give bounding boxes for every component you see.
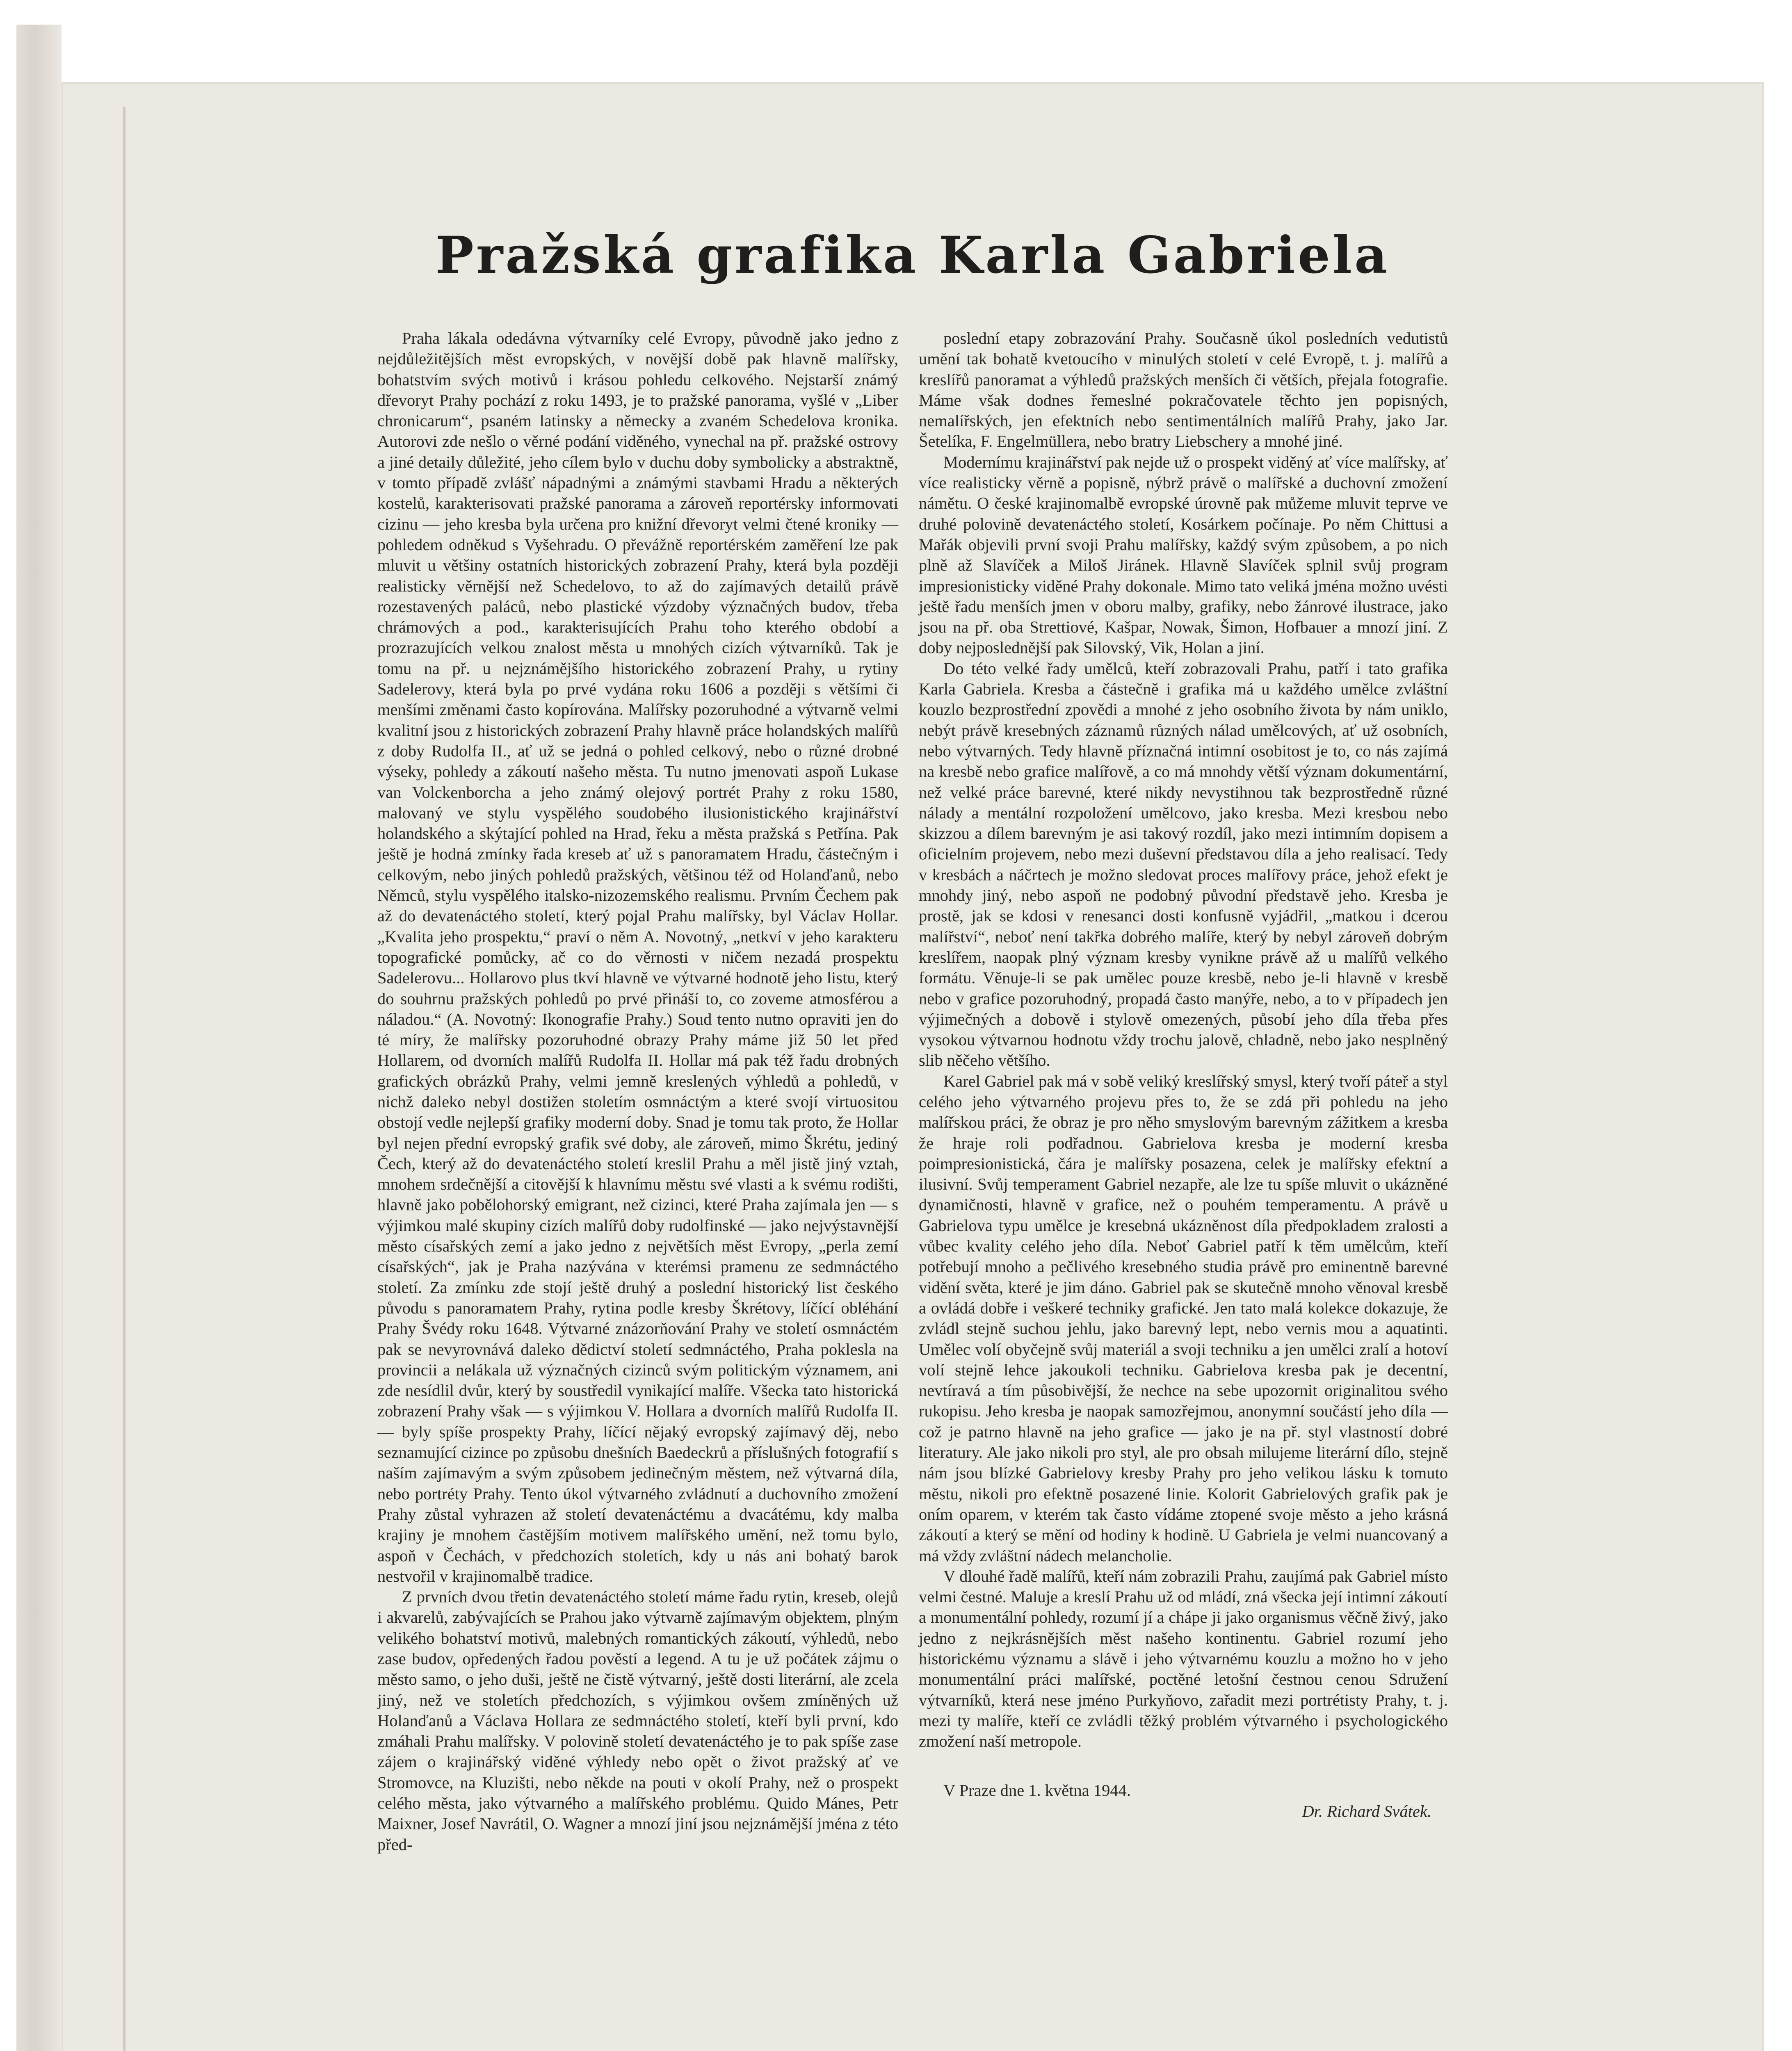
paragraph: Modernímu krajinářství pak nejde už o prospekt viděný ať více malířsky, ať více realisticky věrně a popisně, nýbrž právě o malířské a duchovní zmožení námětu. O české krajinomalbě evropské úrovně pak můžeme mluvit teprve ve druhé polovině devatenáctého století, Kosárkem počínaje. Po něm Chittusi a Mařák objevili první svoji Prahu malířsky, každý svým způsobem, a po nich plně až Slavíček a Miloš Jiránek. Hlavně Slavíček splnil svůj program impresionisticky viděné Prahy dokonale. Mimo tato veliká jména možno uvésti ještě řadu menších jmen v oboru malby, grafiky, nebo žánrové ilustrace, jako jsou na př. oba Strettiové, Kašpar, Nowak, Šimon, Hofbauer a mnozí jiní. Z doby nejposlednější pak Silovský, Vik, Holan a jiní. xyxy=(919,452,1448,657)
paragraph: Z prvních dvou třetin devatenáctého století máme řadu rytin, kreseb, olejů i akvarelů, zabývajících se Prahou jako výtvarně zajímavým objektem, plným velikého bohatství motivů, malebných romantických zákoutí, výhledů, nebo zase budov, opředených řadou pověstí a legend. A tu je už počátek zájmu o město samo, o jeho duši, ještě ne čistě výtvarný, ještě dosti literární, ale zcela jiný, než ve stoletích předchozích, s výjimkou ovšem zmíněných už Holanďanů a Václava Hollara ze sedmnáctého století, kteří byli první, kdo zmáhali Prahu malířsky. V polovině století devatenáctého je to pak spíše zase zájem o krajinářský viděné výhledy nebo opět o život pražský ať ve Stromovce, na Kluzišti, nebo někde na pouti v okolí Prahy, než o prospekt celého města, jako výtvarného a malířského problému. Quido Mánes, Petr Maixner, Josef Navrátil, O. Wagner a mnozí jiní jsou nejznámější jména z této před- xyxy=(377,1587,898,1854)
paragraph: V dlouhé řadě malířů, kteří nám zobrazili Prahu, zaujímá pak Gabriel místo velmi čestné. Maluje a kreslí Prahu už od mládí, zná všecka její intimní zákoutí a monumentální pohledy, rozumí jí a chápe ji jako organismus věčně živý, jako jedno z nejkrásnějších měst našeho kontinentu. Gabriel rozumí jeho historickému významu a slávě i jeho výtvarnému kouzlu a možno ho v jeho monumentální práci malířské, poctěné letošní čestnou cenou Sdružení výtvarníků, která nese jméno Purkyňovo, zařadit mezi portrétisty Prahy, t. j. mezi ty malíře, kteří ce zvládli těžký problém výtvarného i psychologického zmožení naší metropole. xyxy=(919,1567,1448,1751)
article-title: Pražská grafika Karla Gabriela xyxy=(435,226,1390,285)
paragraph: Praha lákala odedávna výtvarníky celé Evropy, původně jako jedno z nejdůležitějších měst evropských, v novější době pak hlavně malířsky, bohatstvím svých motivů i krásou pohledu celkového. Nejstarší známý dřevoryt Prahy pochází z roku 1493, je to pražské panorama, vyšlé v „Liber chronicarum“, psaném latinsky a německy a zvaném Schedelova kronika. Autorovi zde nešlo o věrné podání viděného, vynechal na př. pražské ostrovy a jiné detaily důležité, jeho cílem bylo v duchu doby symbolicky a abstraktně, v tomto případě zvlášť nápadnými a známými stavbami Hradu a některých kostelů, karakterisovati pražské panorama a zároveň reportérsky informovati cizinu — jeho kresba byla určena pro knižní dřevoryt velmi čtené kroniky — pohledem odněkud s Vyšehradu. O převážně reportérském zaměření lze pak mluvit u většiny ostatních historických zobrazení Prahy, která byla později realisticky věrnější než Schedelovo, to až do zajímavých detailů právě rozestavených paláců, nebo plastické výzdoby význačných budov, třeba chrámových a pod., karakterisujících Prahu toho kterého období a prozrazujících velkou znalost města u mnohých cizích výtvarníků. Tak je tomu na př. u nejznámějšího historického zobrazení Prahy, u rytiny Sadelerovy, která byla po prvé vydána roku 1606 a později s většími či menšími změnami často kopírována. Malířsky pozoruhodné a výtvarně velmi kvalitní jsou z historických zobrazení Prahy hlavně práce holandských malířů z doby Rudolfa II., ať už se jedná o pohled celkový, nebo o různé drobné výseky, pohledy a zákoutí našeho města. Tu nutno jmenovati aspoň Lukase van Volckenborcha a jeho známý olejový portrét Prahy z roku 1580, malovaný ve stylu vyspělého soudobého ilusionistického krajinářství holandského a skýtající pohled na Hrad, řeku a města pražská s Petřína. Pak ještě je hodná zmínky řada kreseb ať už s panoramatem Hradu, částečným i celkovým, nebo jiných pohledů pražských, většinou též od Holanďanů, nebo Němců, stylu vyspělého italsko-nizozemského realismu. Prvním Čechem pak až do devatenáctého století, který pojal Prahu malířsky, byl Václav Hollar. „Kvalita jeho prospektu,“ praví o něm A. Novotný, „netkví v jeho karakteru topografické pomůcky, ač co do věrnosti v ničem nezadá prospektu Sadelerovu... Hollarovo plus tkví hlavně ve výtvarné hodnotě jeho listu, který do souhrnu pražských pohledů po prvé přináší to, co zoveme atmosférou a náladou.“ (A. Novotný: Ikonografie Prahy.) Soud tento nutno opraviti jen do té míry, že malířsky pozoruhodné obrazy Prahy máme již 50 let před Hollarem, od dvorních malířů Rudolfa II. Hollar má pak též řadu drobných grafických obrázků Prahy, velmi jemně kreslených výhledů a pohledů, v nichž daleko nebyl dostižen stoletím osmnáctým a které svojí virtuositou obstojí vedle nejlepší grafiky moderní doby. Snad je tomu tak proto, že Hollar byl nejen přední evropský grafik své doby, ale zároveň, mimo Škrétu, jediný Čech, který až do devatenáctého století kreslil Prahu a měl jistě jiný vztah, mnohem srdečnější a citovější k hlavnímu městu své vlasti a k svému rodišti, hlavně jako pobělohorský emigrant, než cizinci, které Praha zajímala jen — s výjimkou malé skupiny cizích malířů doby rudolfinské — jako nejvýstavnější město císařských zemí a jako jedno z největších měst Evropy, „perla zemí císařských“, jak je Praha nazývána v kterémsi pramenu ze sedmnáctého století. Za zmínku zde stojí ještě druhý a poslední historický list českého původu s panoramatem Prahy, rytina podle kresby Škrétovy, líčící obléhání Prahy Švédy roku 1648. Výtvarné znázorňování Prahy ve století osmnáctém pak se nevyrovnává daleko dědictví století sedmnáctého, Praha poklesla na provincii a nelákala už význačných cizinců svým politickým významem, ani zde nesídlil dvůr, který by soustředil vynikající malíře. Všecka tato historická zobrazení Prahy však — s výjimkou V. Hollara a dvorních malířů Rudolfa II. — byly spíše prospekty Prahy, líčící nějaký evropský zajímavý děj, nebo seznamující cizince po způsobu dnešních Baedeckrů a příslušných fotografií s naším zajímavým a svým způsobem jedinečným městem, než výtvarná díla, nebo portréty Prahy. Tento úkol výtvarného zvládnutí a duchovního zmožení Prahy zůstal vyhrazen až století devatenáctému a dvacátému, kdy malba krajiny je mnohem častějším motivem malířského umění, než tomu bylo, aspoň v Čechách, v předchozích stoletích, kdy u nás ani bohatý barok nestvořil v krajinomalbě tradice. xyxy=(377,329,898,1585)
left-column xyxy=(377,328,898,1855)
paragraph: poslední etapy zobrazování Prahy. Současně úkol posledních vedutistů umění tak bohatě kvetoucího v minulých století v celé Evropě, t. j. malířů a kreslířů panoramat a výhledů pražských menších či větších, přejala fotografie. Máme však dodnes řemeslné pokračovatele těchto jen popisných, nemalířských, jen efektních nebo sentimentálních malířů Prahy, jako Jar. Šetelíka, F. Engelmüllera, nebo bratry Liebschery a mnohé jiné. xyxy=(919,329,1448,451)
paragraph: Do této velké řady umělců, kteří zobrazovali Prahu, patří i tato grafika Karla Gabriela. Kresba a částečně i grafika má u každého umělce zvláštní kouzlo bezprostřední zpovědi a mnohé z jeho osobního života by nám uniklo, nebýt právě kresebných záznamů různých nálad umělcových, ať už osobních, nebo výtvarných. Tedy hlavně příznačná intimní osobitost je to, co nás zajímá na kresbě nebo grafice malířově, a co má mnohdy větší význam dokumentární, než velké práce barevné, které nikdy nevystihnou tak bezprostředně různé nálady a mentální rozpoložení umělcovo, jako kresba. Mezi kresbou nebo skizzou a dílem barevným je asi takový rozdíl, jako mezi intimním dopisem a oficielním projevem, nebo mezi duševní představou díla a jeho realisací. Tedy v kresbách a náčrtech je možno sledovat proces malířovy práce, jehož efekt je mnohdy jiný, nebo aspoň ne podobný původní představě jeho. Kresba je prostě, jak se kdosi v renesanci dosti konfusně vyjádřil, „matkou i dcerou malířství“, neboť není takřka dobrého malíře, který by nebyl zároveň dobrým kreslířem, naopak plný význam kresby vynikne právě až u malířů velkého formátu. Věnuje-li se pak umělec pouze kresbě, nebo je-li hlavně v kresbě nebo v grafice pozoruhodný, propadá často manýře, nebo, a to v případech jen výjimečných a dobově i stylově omezených, působí jeho díla třeba přes vysokou výtvarnou hodnotu vždy trochu jalově, chladně, nebo jako nesplněný slib něčeho většího. xyxy=(919,659,1448,1070)
author-signature: Dr. Richard Svátek. xyxy=(1302,1802,1431,1820)
dateline: V Praze dne 1. května 1944. xyxy=(943,1781,1131,1800)
right-column xyxy=(919,328,1448,1822)
paragraph: Karel Gabriel pak má v sobě veliký kreslířský smysl, který tvoří páteř a styl celého jeho výtvarného projevu přes to, že se zdá při pohledu na jeho malířskou práci, že obraz je pro něho smyslovým barevným zážitkem a kresba že hraje roli podřadnou. Gabrielova kresba je moderní kresba poimpresionistická, čára je malířsky posazena, celek je malířsky efektní a ilusivní. Svůj temperament Gabriel nezapře, ale lze tu spíše mluvit o ukázněné dynamičnosti, hlavně v grafice, než o pouhém temperamentu. A právě u Gabrielova typu umělce je kresebná ukázněnost díla předpokladem zralosti a vůbec kvality celého jeho díla. Neboť Gabriel patří k těm umělcům, kteří potřebují mnoho a pečlivého kresebného studia právě pro eminentně barevné vidění světa, které je jim dáno. Gabriel pak se skutečně mnoho věnoval kresbě a ovládá dobře i veškeré techniky grafické. Jen tato malá kolekce dokazuje, že zvládl stejně suchou jehlu, jako barevný lept, nebo vernis mou a aquatinti. Umělec volí obyčejně svůj materiál a svoji techniku a jen umělci zralí a hotoví volí stejně lehce jakoukoli techniku. Gabrielova kresba pak je decentní, nevtíravá a tím působivější, že nechce na sebe upozornit originalitou svého rukopisu. Jeho kresba je naopak samozřejmou, anonymní součástí jeho díla — což je patrno hlavně na jeho grafice — jako je na př. styl vlastností dobré literatury. Ale jako nikoli pro styl, ale pro obsah milujeme literární dílo, stejně nám jsou blízké Gabrielovy kresby Prahy pro jeho velikou lásku k tomuto městu, nikoli pro efektně posazené linie. Kolorit Gabrielových grafik pak je oním oparem, v kterém tak často vídáme ztopené svoje město a jeho krásná zákoutí a který se mění od hodiny k hodině. U Gabriela je velmi nuancovaný a má vždy zvláštní nádech melancholie. xyxy=(919,1071,1448,1565)
binding-fold xyxy=(16,25,62,2051)
fold-edge xyxy=(123,107,126,2051)
page-sheet xyxy=(62,82,1764,2051)
